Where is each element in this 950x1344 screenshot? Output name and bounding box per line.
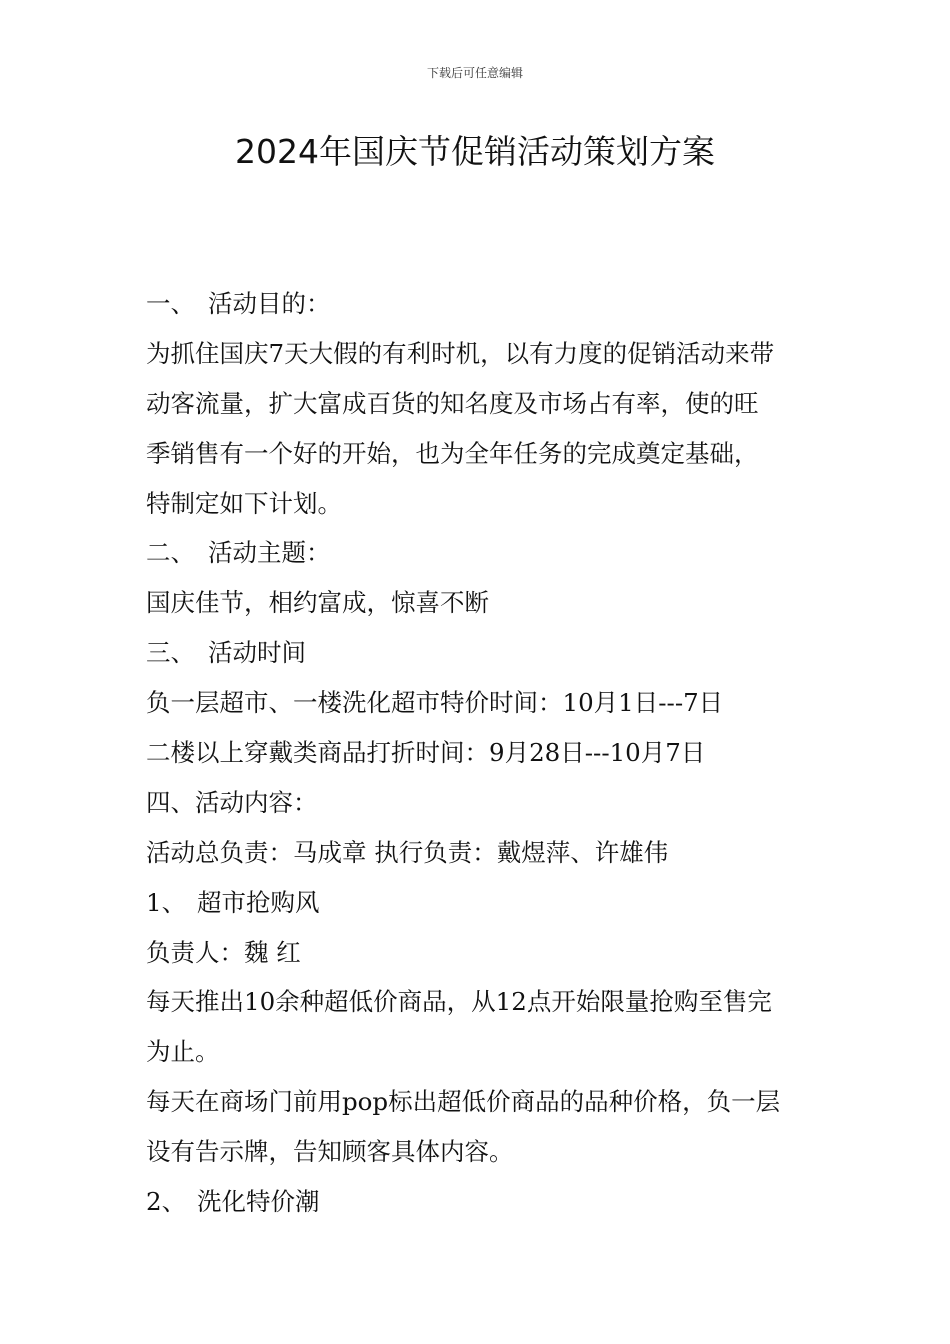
item-title: 超市抢购风 <box>197 887 320 917</box>
paragraph-line: 每天推出10余种超低价商品，从12点开始限量抢购至售完 <box>146 987 772 1017</box>
paragraph-line: 负责人：魏 红 <box>146 937 301 967</box>
paragraph-line: 设有告示牌，告知顾客具体内容。 <box>146 1137 514 1167</box>
item-number: 2、 <box>146 1187 187 1217</box>
paragraph-line: 为止。 <box>146 1037 220 1067</box>
section-heading <box>146 279 826 329</box>
section-number: 三、 <box>146 638 195 668</box>
paragraph-line: 二楼以上穿戴类商品打折时间：9月28日---10月7日 <box>146 738 706 768</box>
item-number: 1、 <box>146 887 187 917</box>
numbered-item <box>146 878 826 928</box>
paragraph-line: 国庆佳节，相约富成，惊喜不断 <box>146 588 489 618</box>
item-title: 洗化特价潮 <box>197 1187 320 1217</box>
paragraph-line: 特制定如下计划。 <box>146 488 342 518</box>
paragraph-line: 季销售有一个好的开始，也为全年任务的完成奠定基础， <box>146 438 759 468</box>
document-title: 2024年国庆节促销活动策划方案 <box>235 132 715 171</box>
numbered-item <box>146 1177 826 1227</box>
paragraph-line: 每天在商场门前用pop标出超低价商品的品种价格，负一层 <box>146 1087 781 1117</box>
document-body <box>146 279 826 1227</box>
section-heading <box>146 628 826 678</box>
section-title: 活动时间 <box>208 638 306 668</box>
section-title: 活动主题： <box>208 538 331 568</box>
paragraph-line: 负一层超市、一楼洗化超市特价时间：10月1日---7日 <box>146 688 724 718</box>
header-note: 下载后可任意编辑 <box>426 66 523 80</box>
paragraph-line: 动客流量，扩大富成百货的知名度及市场占有率，使的旺 <box>146 388 759 418</box>
section-heading: 四、活动内容： <box>146 787 318 817</box>
section-number: 一、 <box>146 289 195 318</box>
section-title: 活动目的： <box>208 289 331 318</box>
section-heading <box>146 528 826 578</box>
paragraph-line: 活动总负责：马成章 执行负责：戴煜萍、许雄伟 <box>146 837 669 867</box>
section-number: 二、 <box>146 538 195 568</box>
paragraph-line: 为抓住国庆7天大假的有利时机，以有力度的促销活动来带 <box>146 338 775 368</box>
